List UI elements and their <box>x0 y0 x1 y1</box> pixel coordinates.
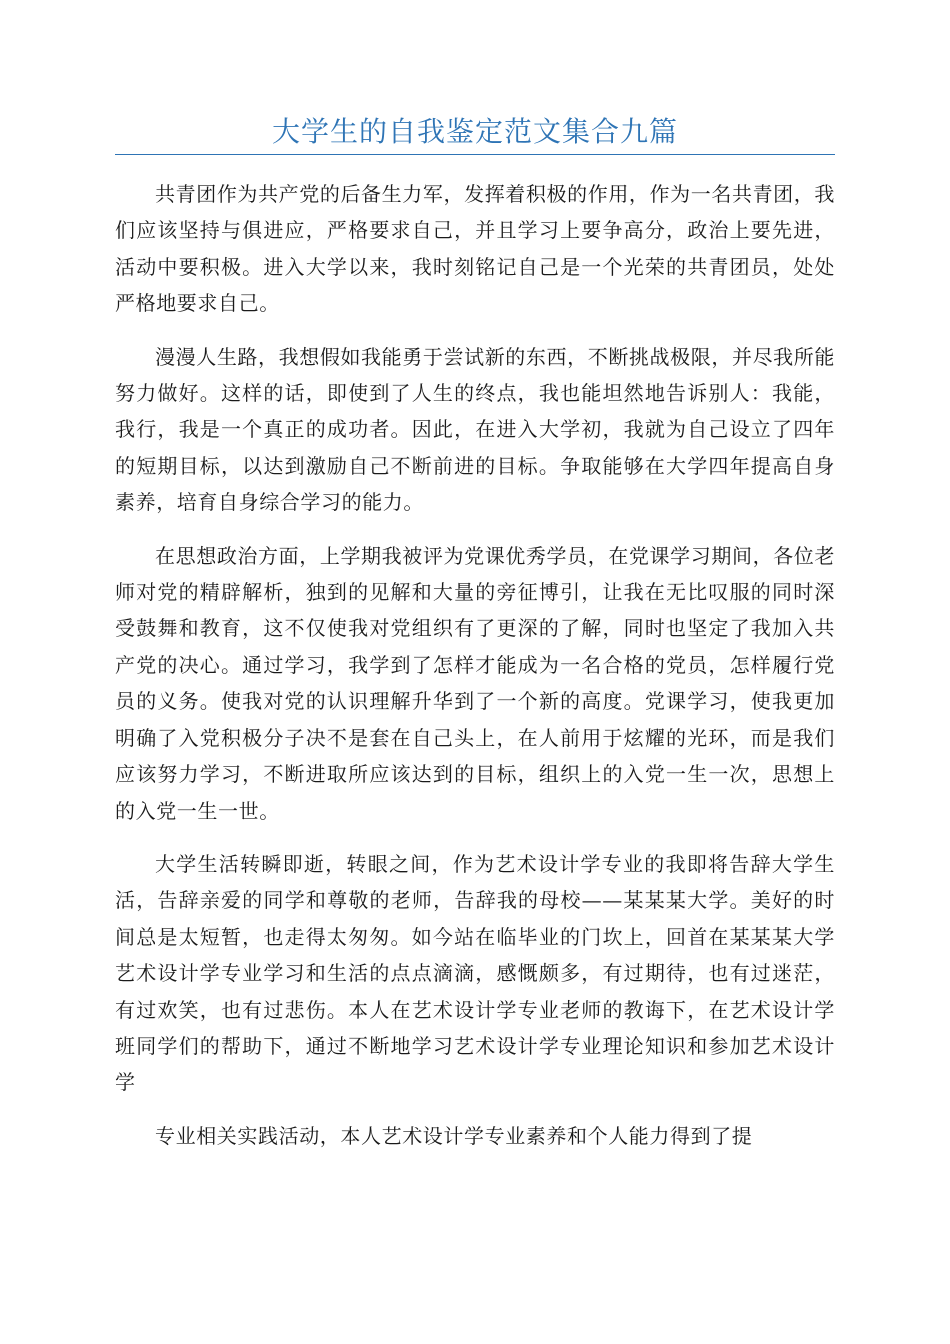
paragraph-3: 在思想政治方面，上学期我被评为党课优秀学员，在党课学习期间，各位老师对党的精辟解析，独到的见解和大量的旁征博引，让我在无比叹服的同时深受鼓舞和教育，这不仅使我对党组织有了更深的了解，同时也坚定了我加入共产党的决心。通过学习，我学到了怎样才能成为一名合格的党员，怎样履行党员的义务。使我对党的认识理解升华到了一个新的高度。党课学习，使我更加明确了入党积极分子决不是套在自己头上，在人前用于炫耀的光环，而是我们应该努力学习，不断进取所应该达到的目标，组织上的入党一生一次，思想上的入党一生一世。 <box>115 543 835 823</box>
document-body <box>115 176 835 1171</box>
paragraph-1: 共青团作为共产党的后备生力军，发挥着积极的作用，作为一名共青团，我们应该坚持与俱进应，严格要求自己，并且学习上要争高分，政治上要先进，活动中要积极。进入大学以来，我时刻铭记自己是一个光荣的共青团员，处处严格地要求自己。 <box>115 182 835 316</box>
paragraph-4: 大学生活转瞬即逝，转眼之间，作为艺术设计学专业的我即将告辞大学生活，告辞亲爱的同学和尊敬的老师，告辞我的母校——某某某大学。美好的时间总是太短暂，也走得太匆匆。如今站在临毕业的门坎上，回首在某某某大学艺术设计学专业学习和生活的点点滴滴，感慨颇多，有过期待，也有过迷茫，有过欢笑，也有过悲伤。本人在艺术设计学专业老师的教诲下，在艺术设计学班同学们的帮助下，通过不断地学习艺术设计学专业理论知识和参加艺术设计学 <box>115 851 835 1095</box>
paragraph-5: 专业相关实践活动，本人艺术设计学专业素养和个人能力得到了提 <box>155 1123 753 1148</box>
document-title: 大学生的自我鉴定范文集合九篇 <box>271 115 678 148</box>
title-underline <box>115 154 835 155</box>
paragraph-2: 漫漫人生路，我想假如我能勇于尝试新的东西，不断挑战极限，并尽我所能努力做好。这样的话，即使到了人生的终点，我也能坦然地告诉别人：我能，我行，我是一个真正的成功者。因此，在进入大学初，我就为自己设立了四年的短期目标，以达到激励自己不断前进的目标。争取能够在大学四年提高自身素养，培育自身综合学习的能力。 <box>115 344 835 515</box>
